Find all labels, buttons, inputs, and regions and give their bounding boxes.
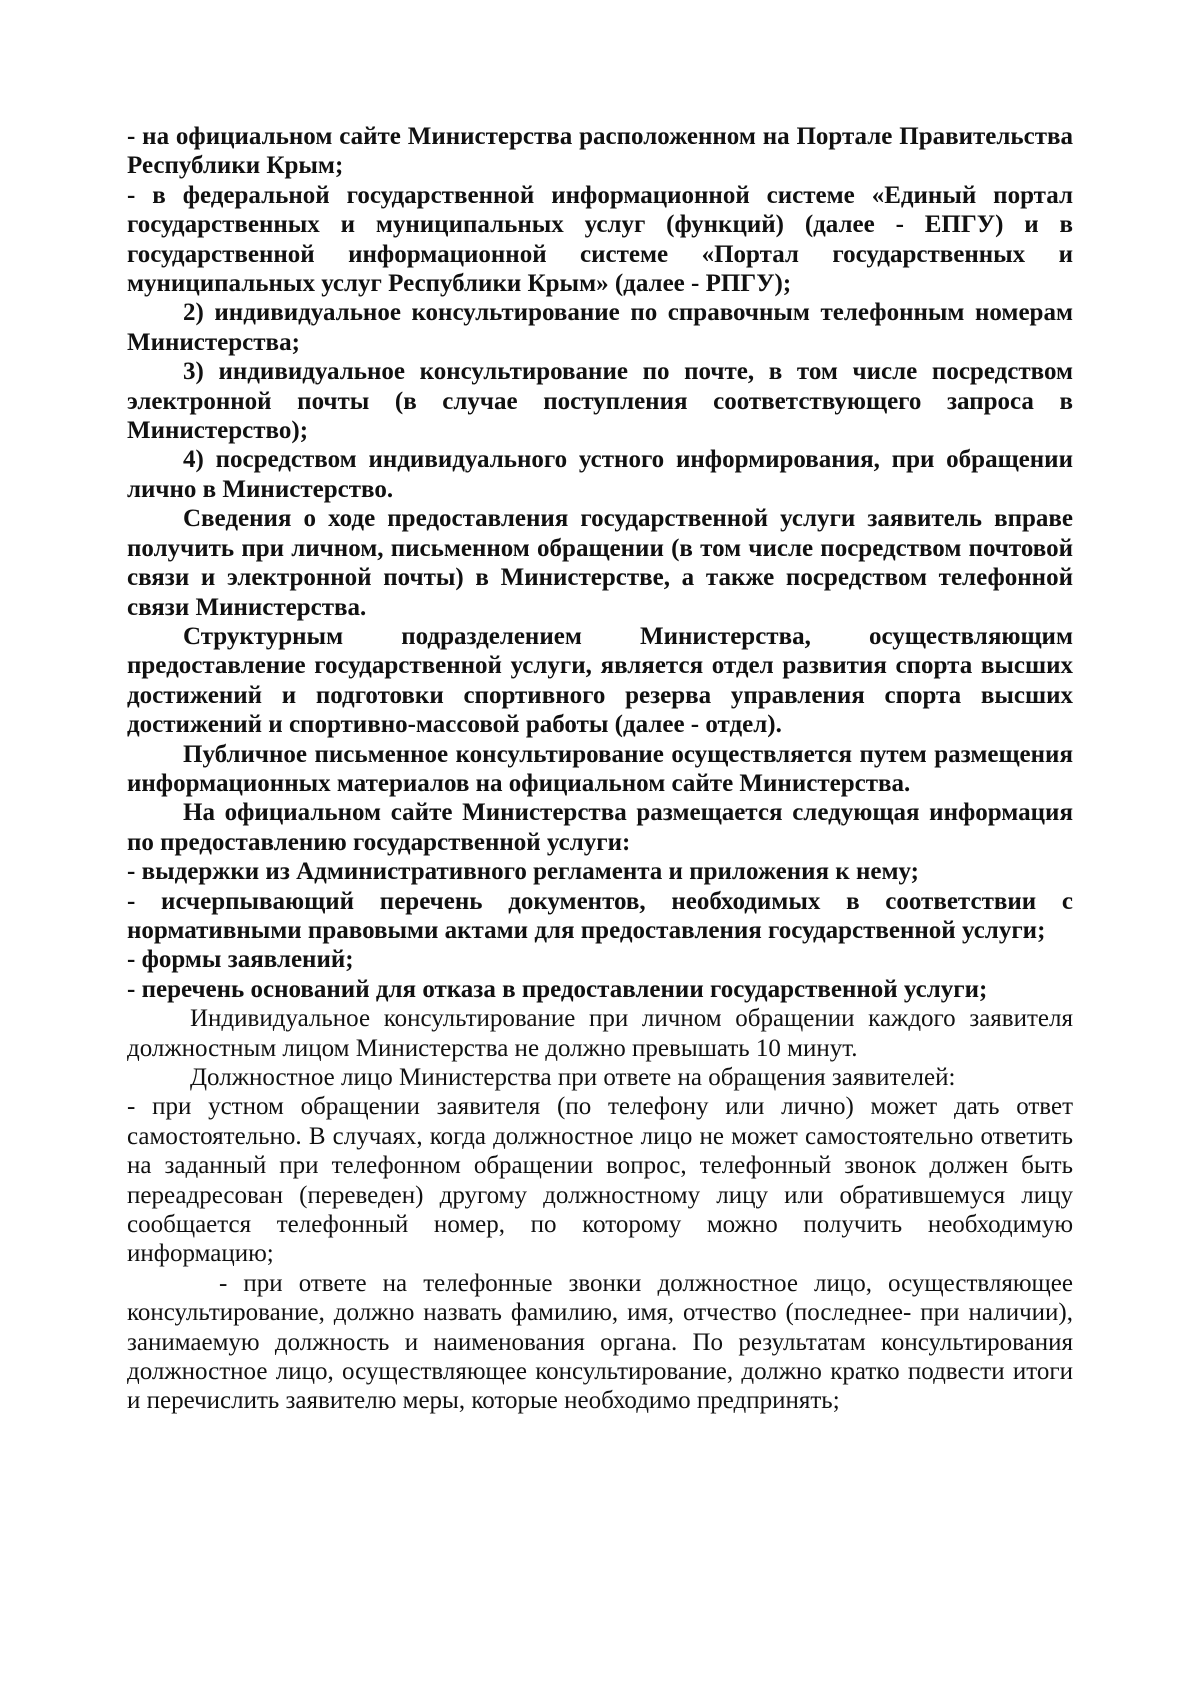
paragraph-5: 4) посредством индивидуального устного информирования, при обращении лично в Министерство. [127, 446, 1073, 503]
list-item-excerpts: - выдержки из Административного регламента и приложения к нему; [127, 858, 919, 886]
paragraph-7: Структурным подразделением Министерства, осуществляющим предоставление государственной услуги, является отдел развития спорта высших достижений и подготовки спортивного резерва управления спорта высших достижений и спортивно-массовой работы (далее - отдел). [127, 622, 1073, 739]
paragraph-individual-consulting: Индивидуальное консультирование при личном обращении каждого заявителя должностным лицом Министерства не должно превышать 10 минут. [127, 1005, 1073, 1062]
list-item-forms: - формы заявлений; [127, 946, 354, 974]
paragraph-official-response: Должностное лицо Министерства при ответе на обращения заявителей: [190, 1064, 956, 1091]
list-item-phone-calls: - при ответе на телефонные звонки должностное лицо, осуществляющее консультирование, должно назвать фамилию, имя, отчество (последнее- при наличии), занимаемую должность и наименования органа. По результатам консультирования должностное лицо, осуществляющее консультирование, должно кратко подвести итоги и перечислить заявителю меры, которые необходимо предпринять; [127, 1269, 1073, 1415]
document-page [127, 122, 1073, 1416]
list-item-documents: - исчерпывающий перечень документов, необходимых в соответствии с нормативными правовыми актами для предоставления государственной услуги; [127, 887, 1073, 944]
paragraph-3: 2) индивидуальное консультирование по справочным телефонным номерам Министерства; [127, 299, 1073, 356]
paragraph-6: Сведения о ходе предоставления государственной услуги заявитель вправе получить при личном, письменном обращении (в том числе посредством почтовой связи и электронной почты) в Министерстве, а также посредством телефонной связи Министерства. [127, 505, 1073, 621]
list-item-oral-request: - при устном обращении заявителя (по телефону или лично) может дать ответ самостоятельно. В случаях, когда должностное лицо не может самостоятельно ответить на заданный при телефонном обращении вопрос, телефонный звонок должен быть переадресован (переведен) другому должностному лицу или обратившемуся лицу сообщается телефонный номер, по которому можно получить необходимую информацию; [127, 1093, 1073, 1268]
paragraph-9: На официальном сайте Министерства размещается следующая информация по предоставлению государственной услуги: [127, 799, 1073, 856]
paragraph-1: - на официальном сайте Министерства расположенном на Портале Правительства Республики Крым; [127, 123, 1073, 180]
paragraph-4: 3) индивидуальное консультирование по почте, в том числе посредством электронной почты (в случае поступления соответствующего запроса в Министерство); [127, 358, 1073, 445]
paragraph-2: - в федеральной государственной информационной системе «Единый портал государственных и муниципальных услуг (функций) (далее - ЕПГУ) и в государственной информационной системе «Портал государственных и муниципальных услуг Республики Крым» (далее - РПГУ); [127, 181, 1073, 298]
list-item-refusal-grounds: - перечень оснований для отказа в предоставлении государственной услуги; [127, 975, 988, 1003]
paragraph-8: Публичное письменное консультирование осуществляется путем размещения информационных материалов на официальном сайте Министерства. [127, 740, 1073, 797]
